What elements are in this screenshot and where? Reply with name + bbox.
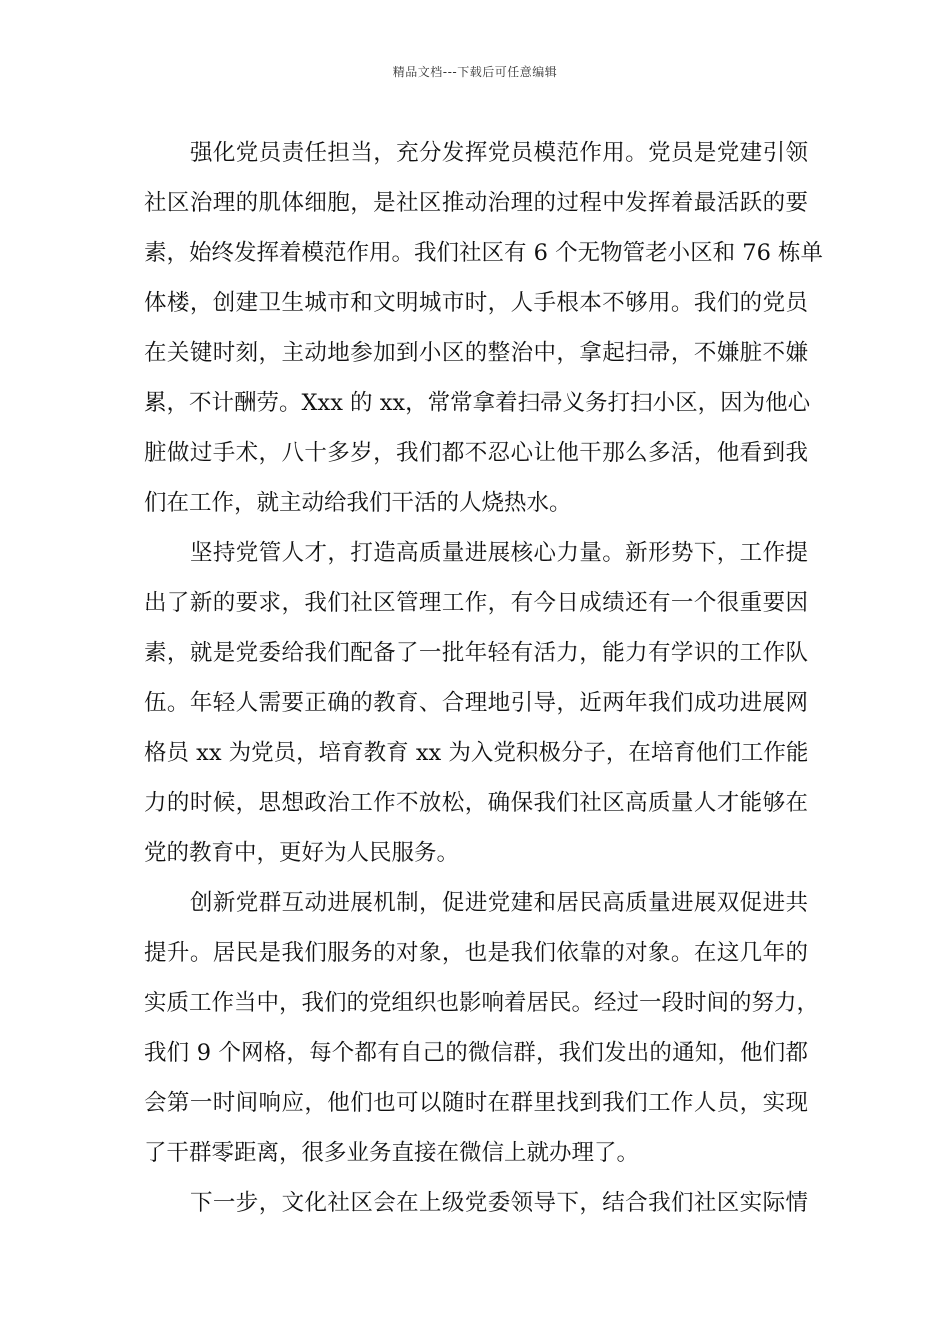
paragraph-2-line-3: 素，就是党委给我们配备了一批年轻有活力，能力有学识的工作队	[144, 640, 808, 666]
paragraph-3-line-6: 了干群零距离，很多业务直接在微信上就办理了。	[144, 1140, 640, 1166]
paragraph-2-line-6: 力的时候，思想政治工作不放松，确保我们社区高质量人才能够在	[144, 790, 808, 816]
paragraph-2-line-4: 伍。年轻人需要正确的教育、合理地引导，近两年我们成功进展网	[144, 690, 808, 716]
paragraph-3-line-1: 创新党群互动进展机制，促进党建和居民高质量进展双促进共	[190, 890, 808, 916]
paragraph-3-line-2: 提升。居民是我们服务的对象，也是我们依靠的对象。在这几年的	[144, 940, 808, 966]
paragraph-2-line-2: 出了新的要求，我们社区管理工作，有今日成绩还有一个很重要因	[144, 590, 808, 616]
body-text	[144, 128, 824, 1228]
paragraph-3-line-3: 实质工作当中，我们的党组织也影响着居民。经过一段时间的努力，	[144, 990, 820, 1016]
paragraph-2-line-5: 格员 xx 为党员，培育教育 xx 为入党积极分子，在培育他们工作能	[144, 740, 809, 766]
paragraph-3-line-4: 我们 9 个网格，每个都有自己的微信群，我们发出的通知，他们都	[144, 1040, 808, 1066]
paragraph-2-line-7: 党的教育中，更好为人民服务。	[144, 840, 460, 866]
paragraph-1-line-8: 们在工作，就主动给我们干活的人烧热水。	[144, 490, 572, 516]
paragraph-1-line-6: 累，不计酬劳。Xxx 的 xx，常常拿着扫帚义务打扫小区，因为他心	[144, 390, 811, 416]
paragraph-1-line-4: 体楼，创建卫生城市和文明城市时，人手根本不够用。我们的党员	[144, 290, 808, 316]
paragraph-1-line-7: 脏做过手术，八十多岁，我们都不忍心让他干那么多活，他看到我	[144, 440, 808, 466]
header-note: 精品文档---下载后可任意编辑	[392, 65, 558, 79]
paragraph-4-line-1: 下一步，文化社区会在上级党委领导下，结合我们社区实际情	[190, 1190, 808, 1216]
paragraph-1-line-5: 在关键时刻，主动地参加到小区的整治中，拿起扫帚，不嫌脏不嫌	[144, 340, 808, 366]
paragraph-1-line-3: 素，始终发挥着模范作用。我们社区有 6 个无物管老小区和 76 栋单	[144, 240, 824, 266]
paragraph-3-line-5: 会第一时间响应，他们也可以随时在群里找到我们工作人员，实现	[144, 1090, 808, 1116]
paragraph-1-line-2: 社区治理的肌体细胞，是社区推动治理的过程中发挥着最活跃的要	[144, 190, 808, 216]
paragraph-1-line-1: 强化党员责任担当，充分发挥党员模范作用。党员是党建引领	[190, 140, 808, 166]
paragraph-2-line-1: 坚持党管人才，打造高质量进展核心力量。新形势下，工作提	[190, 540, 808, 566]
